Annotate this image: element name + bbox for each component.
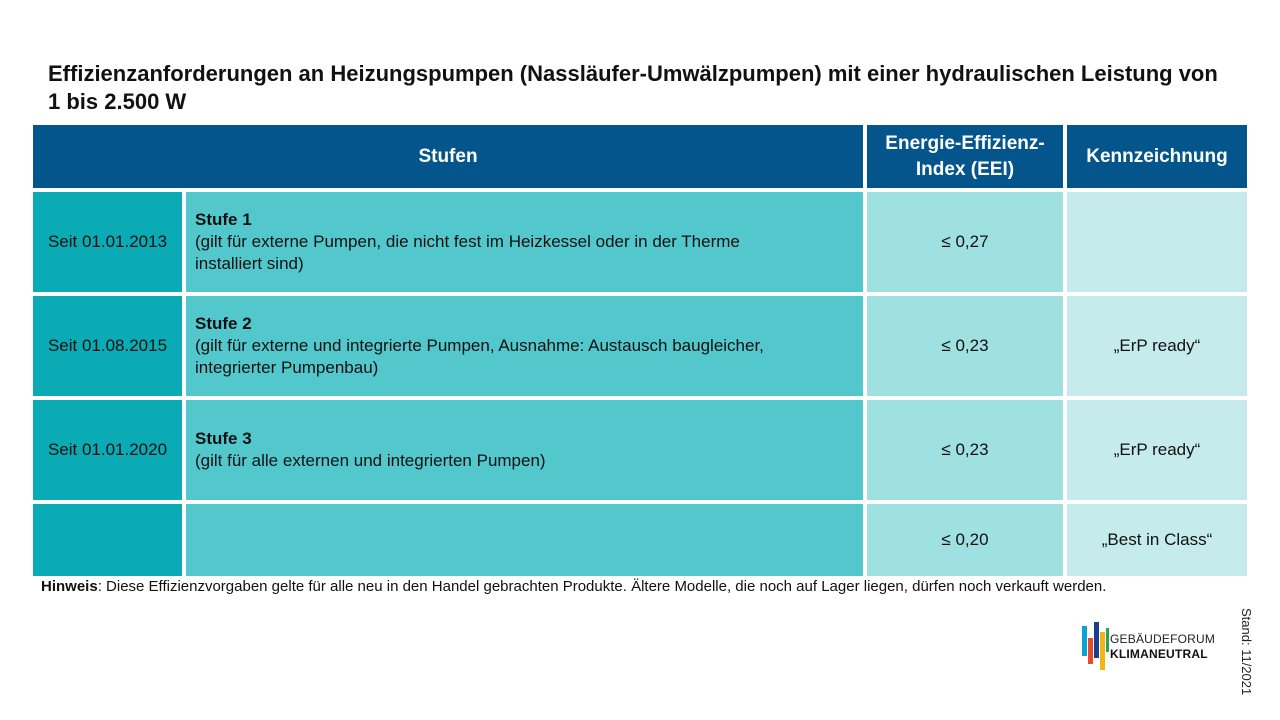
- row-description: [186, 296, 863, 396]
- stand-text: Stand: 11/2021: [1239, 608, 1254, 696]
- header-kennzeichnung: Kennzeichnung: [1067, 125, 1247, 188]
- header-eei-line2: Index (EEI): [915, 158, 1015, 180]
- row-description: [186, 504, 863, 576]
- row-date: Seit 01.08.2015: [33, 296, 182, 396]
- row-eei: ≤ 0,20: [867, 504, 1063, 576]
- row-date: Seit 01.01.2013: [33, 192, 182, 292]
- page-title: Effizienzanforderungen an Heizungspumpen (Nassläufer-Umwälzpumpen) mit einer hydraulischen Leistung von 1 bis 2.500 W: [48, 61, 1218, 114]
- row-desc-line1: (gilt für externe und integrierte Pumpen, Ausnahme: Austausch baugleicher,: [195, 336, 764, 355]
- row-date: Seit 01.01.2020: [33, 400, 182, 500]
- logo-text-line1: GEBÄUDEFORUM: [1110, 632, 1216, 646]
- row-label: „Best in Class“: [1067, 504, 1247, 576]
- footnote: [41, 578, 1106, 595]
- row-eei: ≤ 0,23: [867, 400, 1063, 500]
- row-date: [33, 504, 182, 576]
- row-label: „ErP ready“: [1067, 296, 1247, 396]
- logo-bars-icon: [1080, 618, 1110, 672]
- row-desc-line1: (gilt für alle externen und integrierten Pumpen): [195, 451, 546, 470]
- row-desc-line2: integrierter Pumpenbau): [195, 358, 379, 377]
- stand-date: [1239, 608, 1272, 700]
- footnote-text: : Diese Effizienzvorgaben gelte für alle neu in den Handel gebrachten Produkte. Ältere Modelle, die noch auf Lager liegen, dürfen noch verkauft werden.: [97, 578, 1107, 595]
- header-eei-line1: Energie-Effizienz-: [885, 132, 1045, 154]
- logo-text-line2: KLIMANEUTRAL: [1110, 647, 1208, 661]
- row-level: Stufe 1: [195, 210, 252, 229]
- row-label: „ErP ready“: [1067, 400, 1247, 500]
- header-stufen: Stufen: [33, 125, 863, 188]
- row-desc-line2: installiert sind): [195, 254, 304, 273]
- row-description: [186, 400, 863, 500]
- logo: [1080, 618, 1220, 672]
- row-eei: ≤ 0,27: [867, 192, 1063, 292]
- row-eei: ≤ 0,23: [867, 296, 1063, 396]
- row-description: [186, 192, 863, 292]
- row-level: Stufe 2: [195, 314, 252, 333]
- header-eei: [867, 125, 1063, 188]
- row-desc-line1: (gilt für externe Pumpen, die nicht fest im Heizkessel oder in der Therme: [195, 232, 740, 251]
- row-label: [1067, 192, 1247, 292]
- footnote-label: Hinweis: [41, 578, 98, 595]
- row-level: Stufe 3: [195, 429, 252, 448]
- efficiency-table: [33, 125, 1247, 576]
